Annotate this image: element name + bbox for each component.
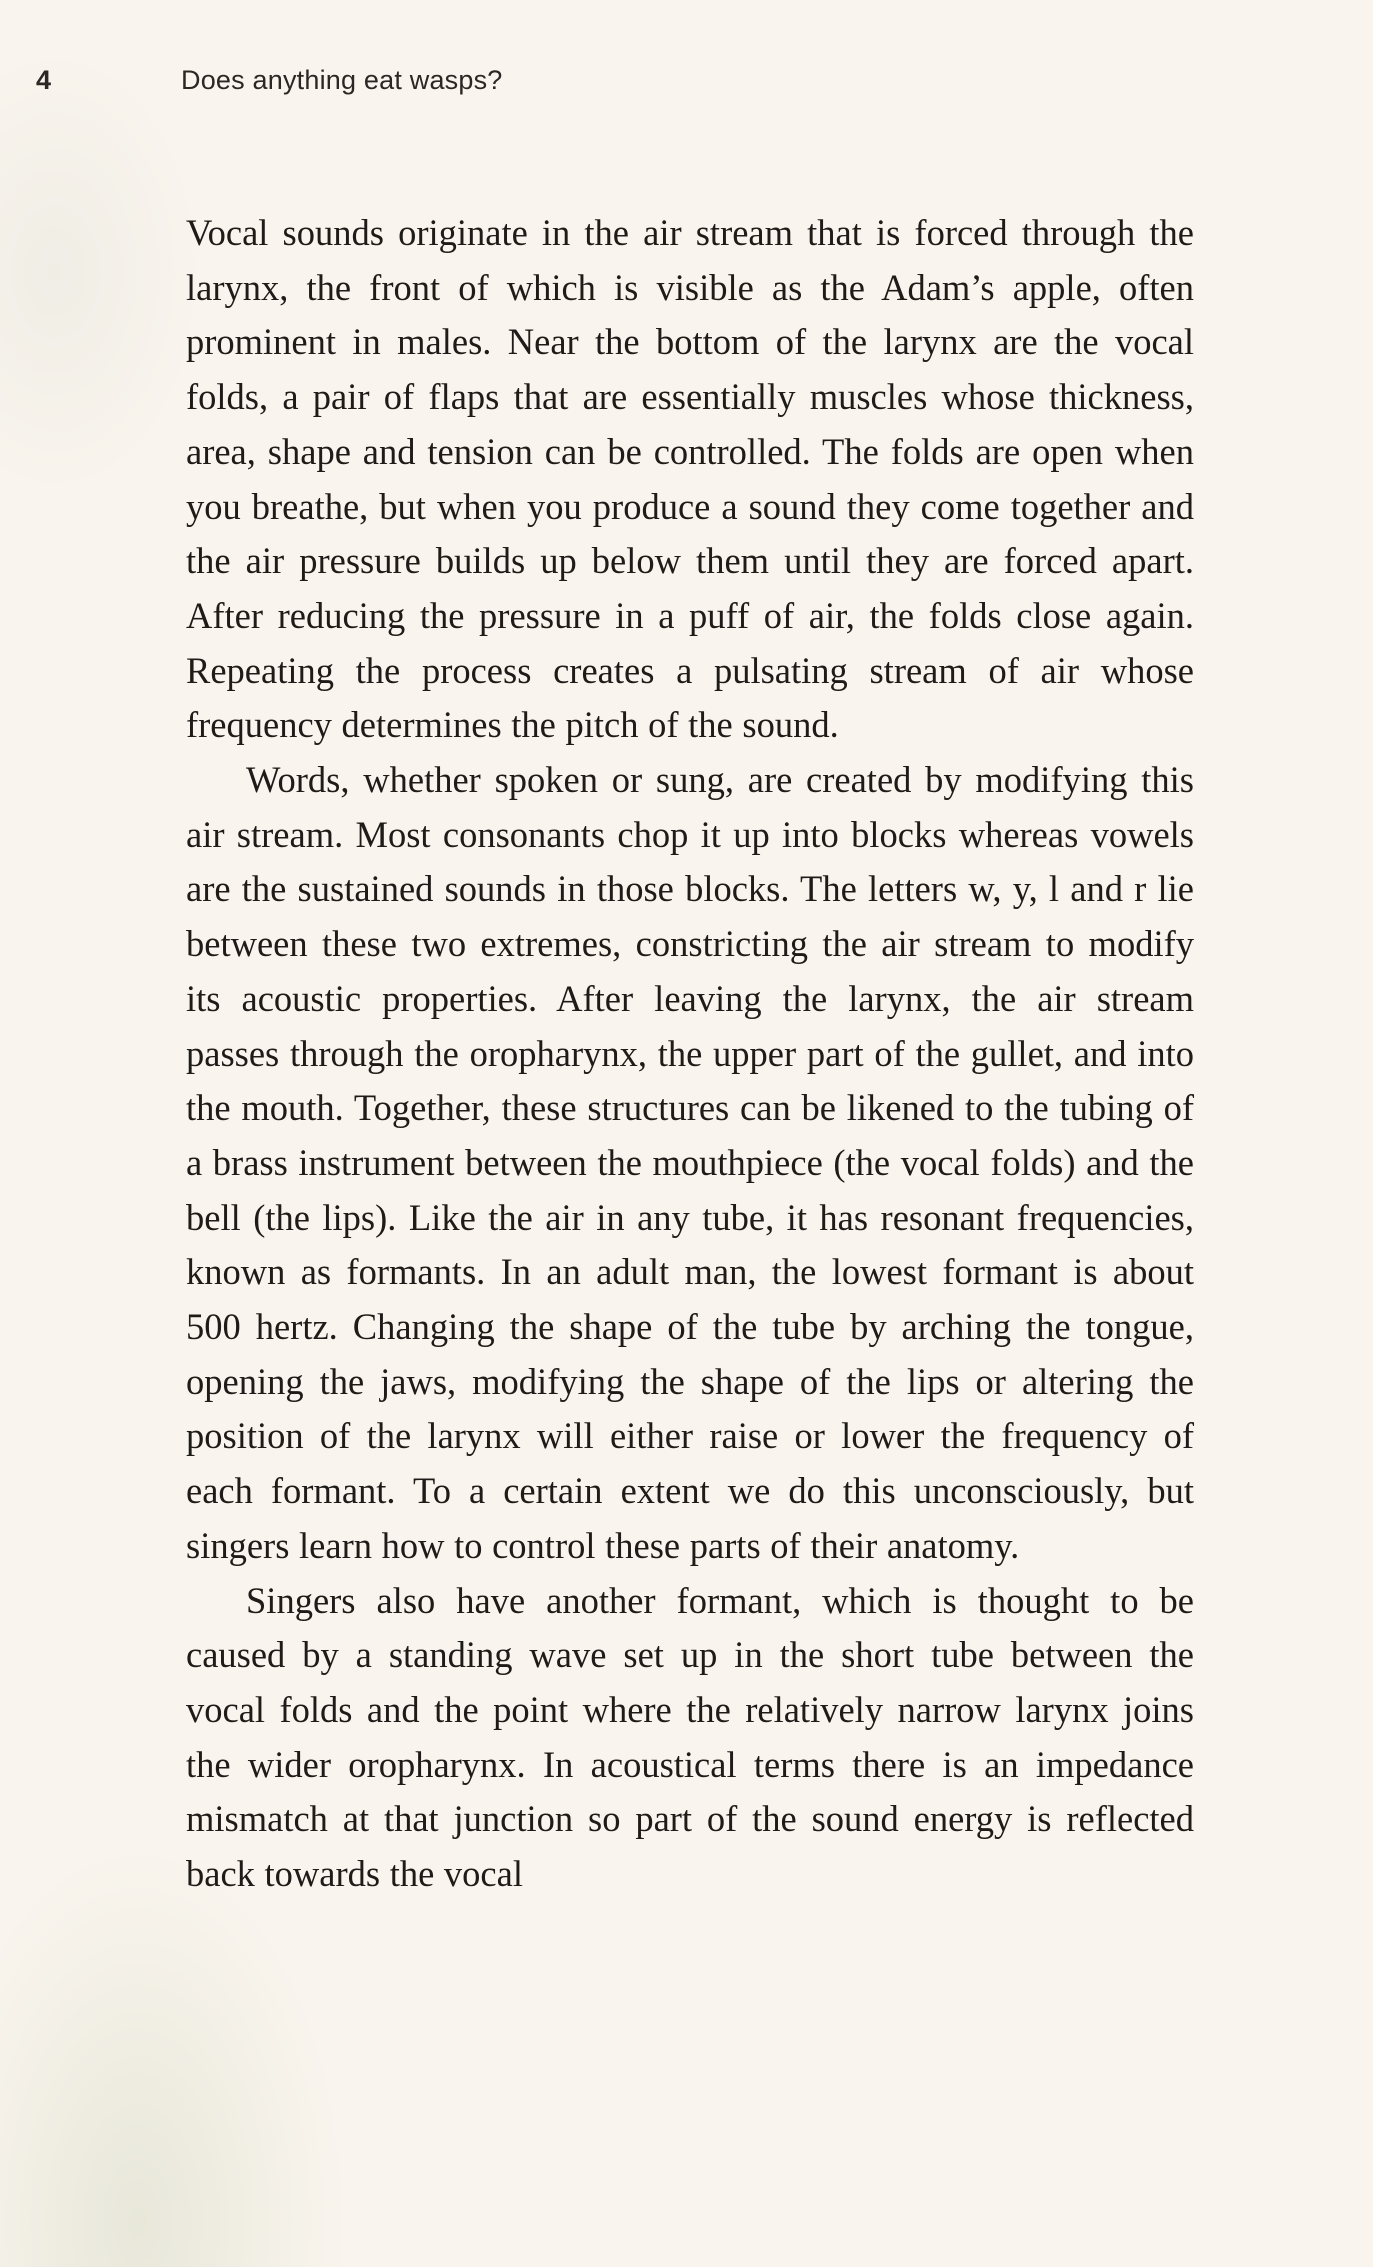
paragraph-singers-formant: Singers also have another formant, which is thought to be caused by a standing wave set up in the short tube between the vocal folds and the point where the relatively narrow larynx joins the wider oropharynx. In acoustical terms there is an impedance mismatch at that junction so part of the sound energy is reflected back towards the vocal xyxy=(186,1579,1194,1895)
paragraph-words: Words, whether spoken or sung, are created by modifying this air stream. Most consonants chop it up into blocks whereas vowels are the sustained sounds in those blocks. The letters w, y, l and r lie between these two extremes, constricting the air stream to modify its acoustic properties. After leaving the larynx, the air stream passes through the oropharynx, the upper part of the gullet, and into the mouth. Together, these structures can be likened to the tubing of a brass instrument between the mouthpiece (the vocal folds) and the bell (the lips). Like the air in any tube, it has resonant frequencies, known as formants. In an adult man, the lowest formant is about 500 hertz. Changing the shape of the tube by arching the tongue, opening the jaws, modifying the shape of the lips or altering the position of the larynx will either raise or lower the frequency of each formant. To a certain extent we do this unconsciously, but singers learn how to control these parts of their anatomy. xyxy=(186,759,1194,1566)
paragraph-vocal-sounds: Vocal sounds originate in the air stream that is forced through the larynx, the front of which is visible as the Adam’s apple, often prominent in males. Near the bottom of the larynx are the vocal folds, a pair of flaps that are essentially muscles whose thickness, area, shape and tension can be controlled. The folds are open when you breathe, but when you produce a sound they come together and the air pressure builds up below them until they are forced apart. After reducing the pressure in a puff of air, the folds close again. Repeating the process creates a pulsating stream of air whose frequency determines the pitch of the sound. xyxy=(186,212,1194,746)
page-number: 4 xyxy=(36,64,52,95)
body-text xyxy=(186,206,1194,1902)
running-head xyxy=(36,60,503,100)
running-title: Does anything eat wasps? xyxy=(181,64,503,95)
